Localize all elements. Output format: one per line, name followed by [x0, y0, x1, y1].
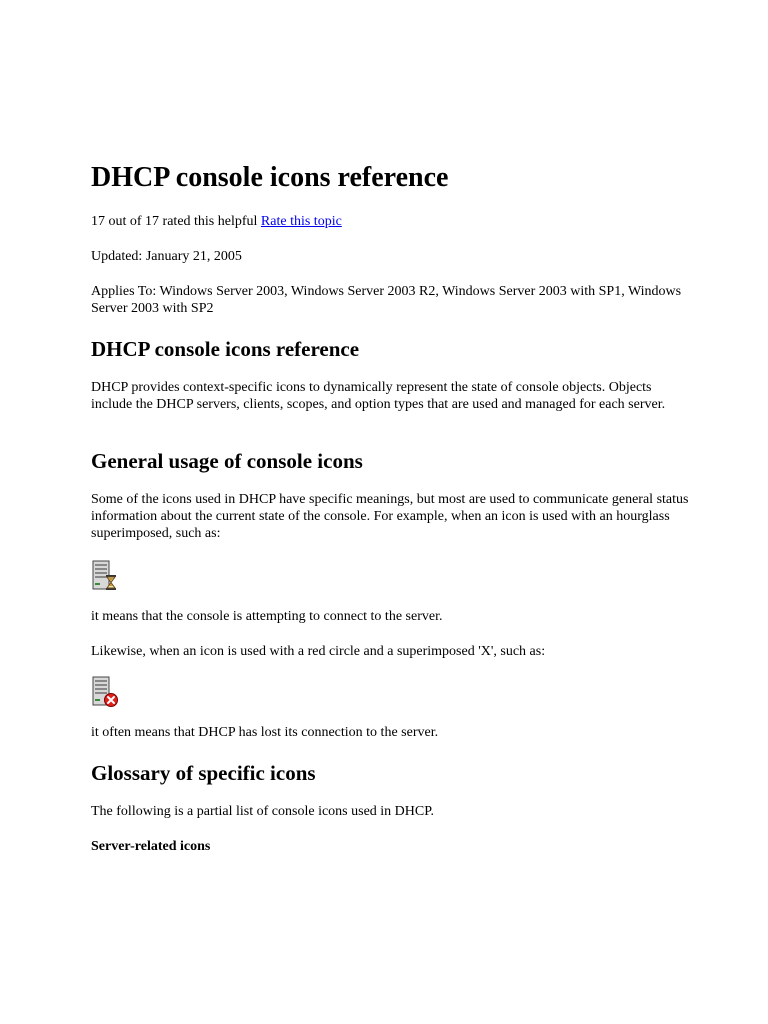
rate-topic-link[interactable]: Rate this topic — [260, 214, 342, 229]
server-related-icons-heading: Server-related icons — [91, 839, 211, 854]
rating-text: 17 out of 17 rated this helpful — [91, 214, 258, 229]
applies-to: Applies To: Windows Server 2003, Windows Server 2003 R2, Windows Server 2003 with SP1, Windows Server 2003 with SP2 — [91, 284, 682, 316]
general-usage-intro: Some of the icons used in DHCP have specific meanings, but most are used to communicate general status information about the current state of the console. For example, when an icon is used with an hourglass superimposed, such as: — [91, 492, 689, 541]
server-hourglass-icon — [91, 559, 119, 593]
rating-line — [91, 213, 691, 230]
section-heading-general-usage: General usage of console icons — [91, 449, 363, 473]
hourglass-meaning: it means that the console is attempting to connect to the server. — [91, 609, 443, 624]
page-title: DHCP console icons reference — [91, 162, 449, 193]
section-body-icons-reference: DHCP provides context-specific icons to dynamically represent the state of console objects. Objects include the DHCP servers, clients, scopes, and option types that are used and managed for each server. — [91, 380, 666, 412]
section-heading-glossary: Glossary of specific icons — [91, 761, 316, 785]
red-x-meaning: it often means that DHCP has lost its connection to the server. — [91, 725, 439, 740]
glossary-intro: The following is a partial list of console icons used in DHCP. — [91, 804, 434, 819]
section-heading-icons-reference: DHCP console icons reference — [91, 337, 360, 361]
server-error-icon — [91, 675, 119, 709]
red-x-intro: Likewise, when an icon is used with a red circle and a superimposed 'X', such as: — [91, 644, 546, 659]
updated-date: Updated: January 21, 2005 — [91, 249, 242, 264]
